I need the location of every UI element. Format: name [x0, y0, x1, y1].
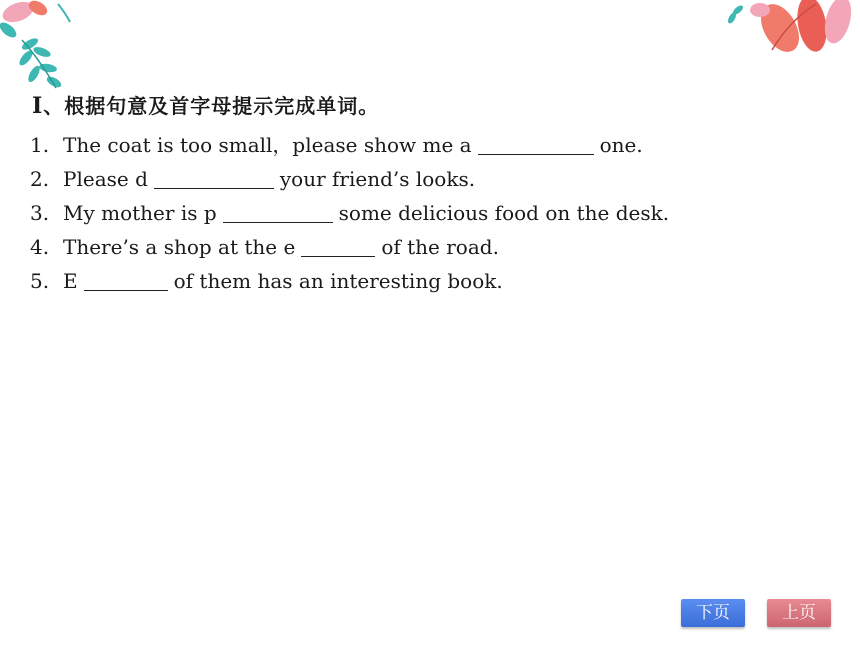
question-number: 5.	[30, 269, 50, 293]
answer-blank[interactable]	[84, 268, 168, 291]
answer-blank[interactable]	[154, 166, 274, 189]
leaf-decoration-left-icon	[0, 0, 120, 100]
heading-text: 、根据句意及首字母提示完成单词。	[43, 94, 380, 118]
answer-blank[interactable]	[301, 234, 375, 257]
question-text-after: your friend’s looks.	[279, 167, 476, 191]
leaf-decoration-right-icon	[720, 0, 860, 80]
question-text-after: of them has an interesting book.	[173, 269, 503, 293]
question-text-before: My mother is p	[63, 201, 217, 225]
exercise-section	[30, 92, 830, 298]
answer-blank[interactable]	[223, 200, 333, 223]
question-text-before: E	[63, 269, 78, 293]
next-page-button[interactable]: 下页	[681, 599, 745, 627]
question-text-after: some delicious food on the desk.	[338, 201, 670, 225]
question-number: 1.	[30, 133, 50, 157]
question-item	[30, 162, 830, 196]
question-number: 4.	[30, 235, 50, 259]
question-item	[30, 230, 830, 264]
question-item	[30, 128, 830, 162]
question-text-before: There’s a shop at the e	[63, 235, 296, 259]
question-text-after: of the road.	[381, 235, 499, 259]
question-item	[30, 196, 830, 230]
answer-blank[interactable]	[478, 132, 594, 155]
previous-page-button[interactable]: 上页	[767, 599, 831, 627]
heading-roman-numeral: Ⅰ	[32, 93, 44, 119]
question-number: 3.	[30, 201, 50, 225]
question-text-before: Please d	[63, 167, 148, 191]
question-text-after: one.	[599, 133, 643, 157]
question-text-before: The coat is too small，please show me a	[63, 133, 472, 157]
question-item	[30, 264, 830, 298]
section-heading	[32, 92, 830, 120]
question-number: 2.	[30, 167, 50, 191]
